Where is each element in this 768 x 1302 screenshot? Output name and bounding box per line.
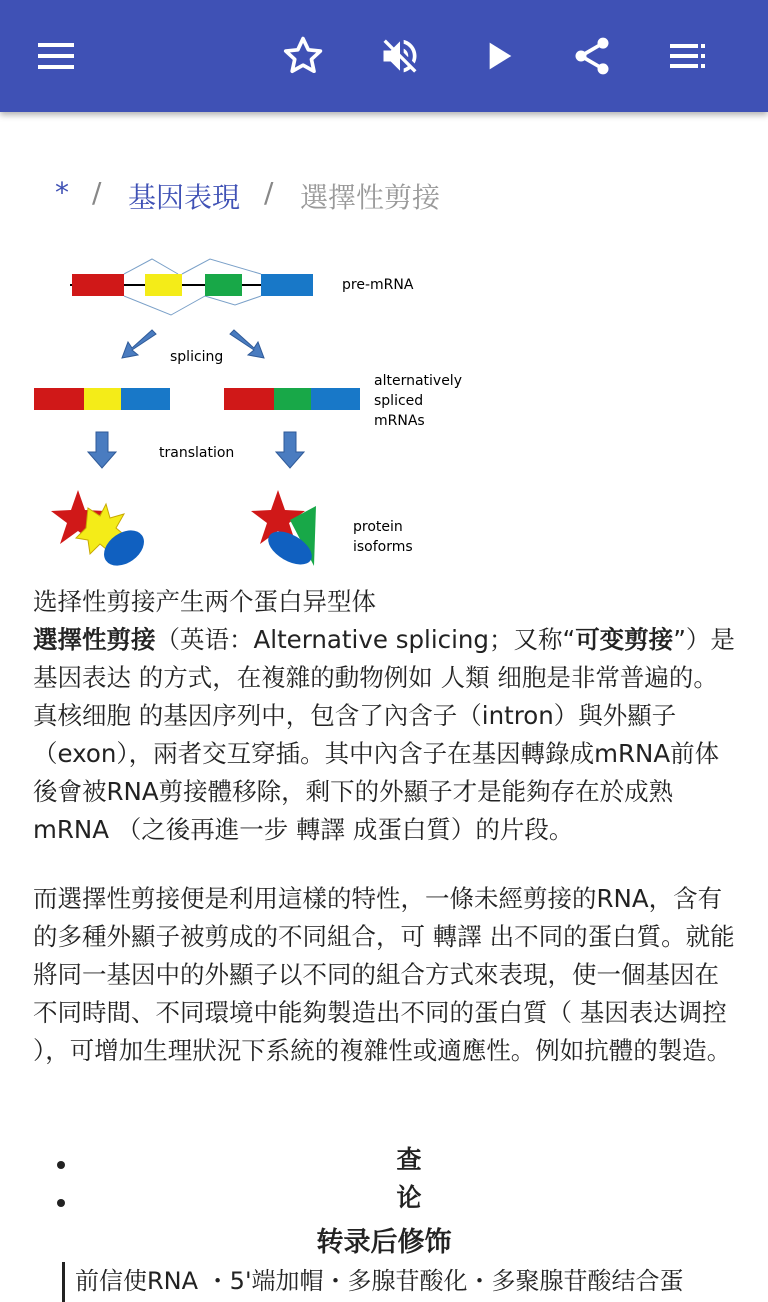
playlist-icon: [668, 36, 708, 76]
play-button[interactable]: [468, 26, 528, 86]
contents-button[interactable]: [658, 26, 718, 86]
breadcrumb-current: 選擇性剪接: [300, 181, 441, 214]
breadcrumb-separator: /: [92, 176, 102, 209]
translation-label: translation: [159, 445, 235, 461]
menu-icon: [36, 36, 76, 76]
star-icon: [281, 34, 325, 78]
play-icon: [478, 36, 518, 76]
list-item: [0, 1178, 768, 1216]
paragraph-text: （英语：Alternative splicing；又称“: [155, 625, 576, 654]
volume-off-icon: [378, 34, 422, 78]
spliced-mrna-1: [34, 388, 170, 410]
breadcrumb-separator: /: [264, 176, 274, 209]
splicing-label: splicing: [170, 349, 224, 365]
spliced-label: spliced: [374, 393, 424, 409]
splicing-arrow-left: [122, 330, 156, 358]
navbox-talk-link[interactable]: 论: [396, 1183, 422, 1212]
breadcrumb-parent-link[interactable]: 基因表現: [128, 181, 241, 214]
app-toolbar: [0, 0, 768, 112]
mrnas-label: mRNAs: [374, 413, 425, 429]
navbox-content-line: 前信使RNA ・5'端加帽・多腺苷酸化・多聚腺苷酸结合蛋: [62, 1262, 768, 1302]
navbox-title: 转录后修饰: [316, 1227, 452, 1258]
splicing-arrow-right: [230, 330, 264, 358]
share-icon: [570, 34, 614, 78]
spliced-mrna-2: [224, 388, 360, 410]
alternatively-label: alternatively: [374, 373, 462, 389]
isoforms-label: isoforms: [353, 539, 413, 555]
article-paragraph-2: 而選擇性剪接便是利用這樣的特性，一條未經剪接的RNA，含有的多種外顯子被剪成的不同組合，可 轉譯 出不同的蛋白質。就能將同一基因中的外顯子以不同的組合方式來表現，使一個基因在不同時間、不同環境中能夠製造出不同的蛋白質（ 基因表达调控 ），可增加生理狀況下系統的複雜性或適應性。例如抗體的製造。: [33, 884, 735, 1065]
protein-label: protein: [353, 519, 403, 535]
share-button[interactable]: [562, 26, 622, 86]
translation-arrow-left: [88, 432, 116, 468]
menu-button[interactable]: [26, 26, 86, 86]
protein-isoform-2: [251, 490, 317, 571]
alternative-splicing-diagram: [28, 248, 468, 576]
list-item: [0, 1140, 768, 1178]
navbox-links: [0, 1140, 768, 1216]
translation-arrow-right: [276, 432, 304, 468]
navbox-view-link[interactable]: 查: [396, 1145, 422, 1174]
term-bold: 可变剪接: [575, 625, 674, 654]
paragraph-text: ”）是 基因表达 的方式，在複雜的動物例如 人類 细胞是非常普遍的。 真核细胞 的基因序列中，包含了內含子（intron）與外顯子（exon），兩者交互穿插。其中內含子在基因轉錄成mRNA前体 後會被RNA剪接體移除，剩下的外顯子才是能夠存在於成熟 mRNA （之後再進一步 轉譯 成蛋白質）的片段。: [33, 625, 735, 844]
favorite-button[interactable]: [273, 26, 333, 86]
breadcrumb-root-link[interactable]: *: [55, 176, 69, 209]
figure-caption: 选择性剪接产生两个蛋白异型体: [33, 587, 376, 616]
mute-button[interactable]: [370, 26, 430, 86]
protein-isoform-1: [51, 490, 151, 573]
article-paragraph-1: [33, 621, 738, 849]
pre-mrna-strand: [70, 259, 313, 315]
pre-mrna-label: pre-mRNA: [342, 277, 414, 293]
term-bold: 選擇性剪接: [33, 625, 156, 654]
